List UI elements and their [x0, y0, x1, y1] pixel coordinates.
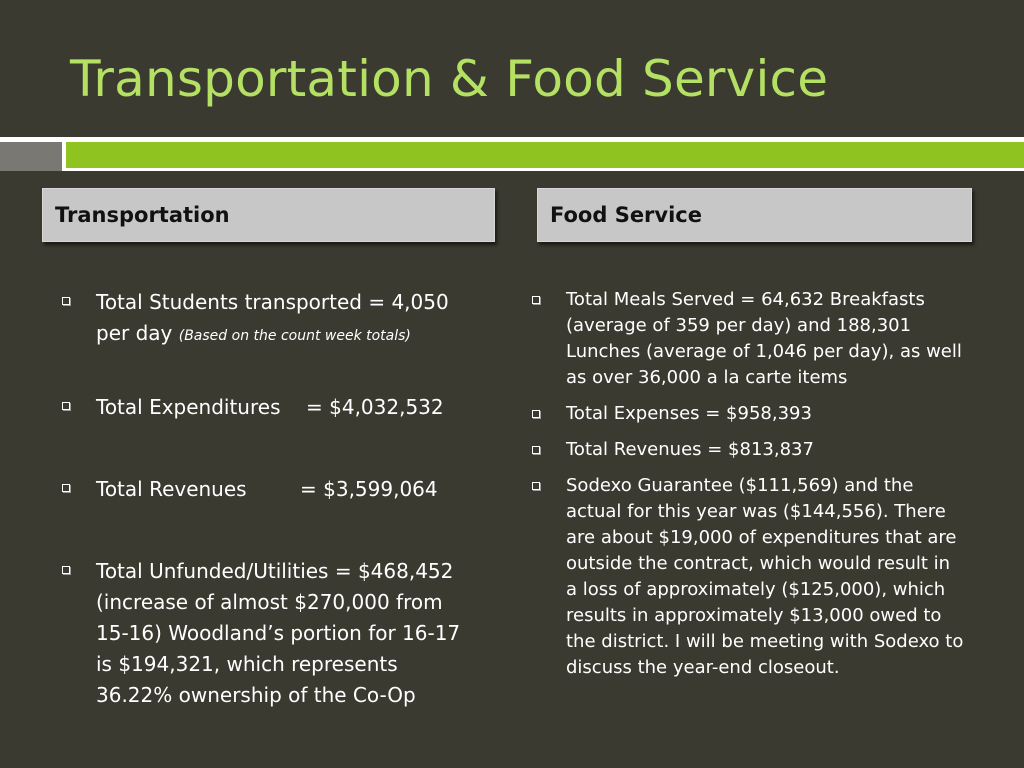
food-item-meals — [532, 287, 972, 391]
transport-expenditures-label: Total Expenditures — [96, 395, 281, 419]
slide-title: Transportation & Food Service — [70, 50, 829, 108]
bullet-icon — [62, 402, 70, 410]
food-expenses-text: Total Expenses = $958,393 — [566, 403, 812, 424]
transport-item-unfunded — [62, 556, 477, 711]
bullet-icon — [62, 566, 70, 574]
transport-students-text: Total Students transported = 4,050 per day — [96, 290, 449, 345]
bullet-icon — [532, 482, 540, 490]
food-revenues-text: Total Revenues = $813,837 — [566, 439, 814, 460]
bullet-icon — [62, 297, 70, 305]
food-service-header: Food Service — [537, 188, 972, 242]
bullet-icon — [532, 446, 540, 454]
food-item-sodexo — [532, 473, 964, 681]
transport-item-students — [62, 287, 482, 352]
divider-underline — [66, 168, 1024, 171]
transport-expenditures-value: = $4,032,532 — [306, 395, 444, 419]
transport-students-note: (Based on the count week totals) — [178, 328, 411, 344]
bullet-icon — [62, 484, 70, 492]
bullet-icon — [532, 296, 540, 304]
divider-grey-block — [0, 142, 62, 171]
divider-green-bar — [66, 142, 1024, 168]
bullet-icon — [532, 410, 540, 418]
transport-revenues-value: = $3,599,064 — [300, 477, 438, 501]
food-item-expenses — [532, 401, 972, 427]
food-sodexo-text: Sodexo Guarantee ($111,569) and the actual for this year was ($144,556). There are about $19,000 of expenditures that are outside the contract, which would result in a loss of approximately ($125,000), which results in approximately $13,000 owed to the district. I will be meeting with Sodexo to discuss the year-end closeout. — [566, 475, 964, 678]
food-item-revenues — [532, 437, 972, 463]
transport-item-expenditures — [62, 392, 482, 423]
transport-unfunded-text: Total Unfunded/Utilities = $468,452 (increase of almost $270,000 from 15-16) Woodland’s portion for 16-17 is $194,321, which represents 36.22% ownership of the Co-Op — [96, 559, 461, 707]
transportation-header: Transportation — [42, 188, 495, 242]
transport-item-revenues — [62, 474, 482, 505]
transport-revenues-label: Total Revenues — [96, 477, 247, 501]
food-meals-text: Total Meals Served = 64,632 Breakfasts (average of 359 per day) and 188,301 Lunches (average of 1,046 per day), as well as over 36,000 a la carte items — [566, 289, 962, 388]
